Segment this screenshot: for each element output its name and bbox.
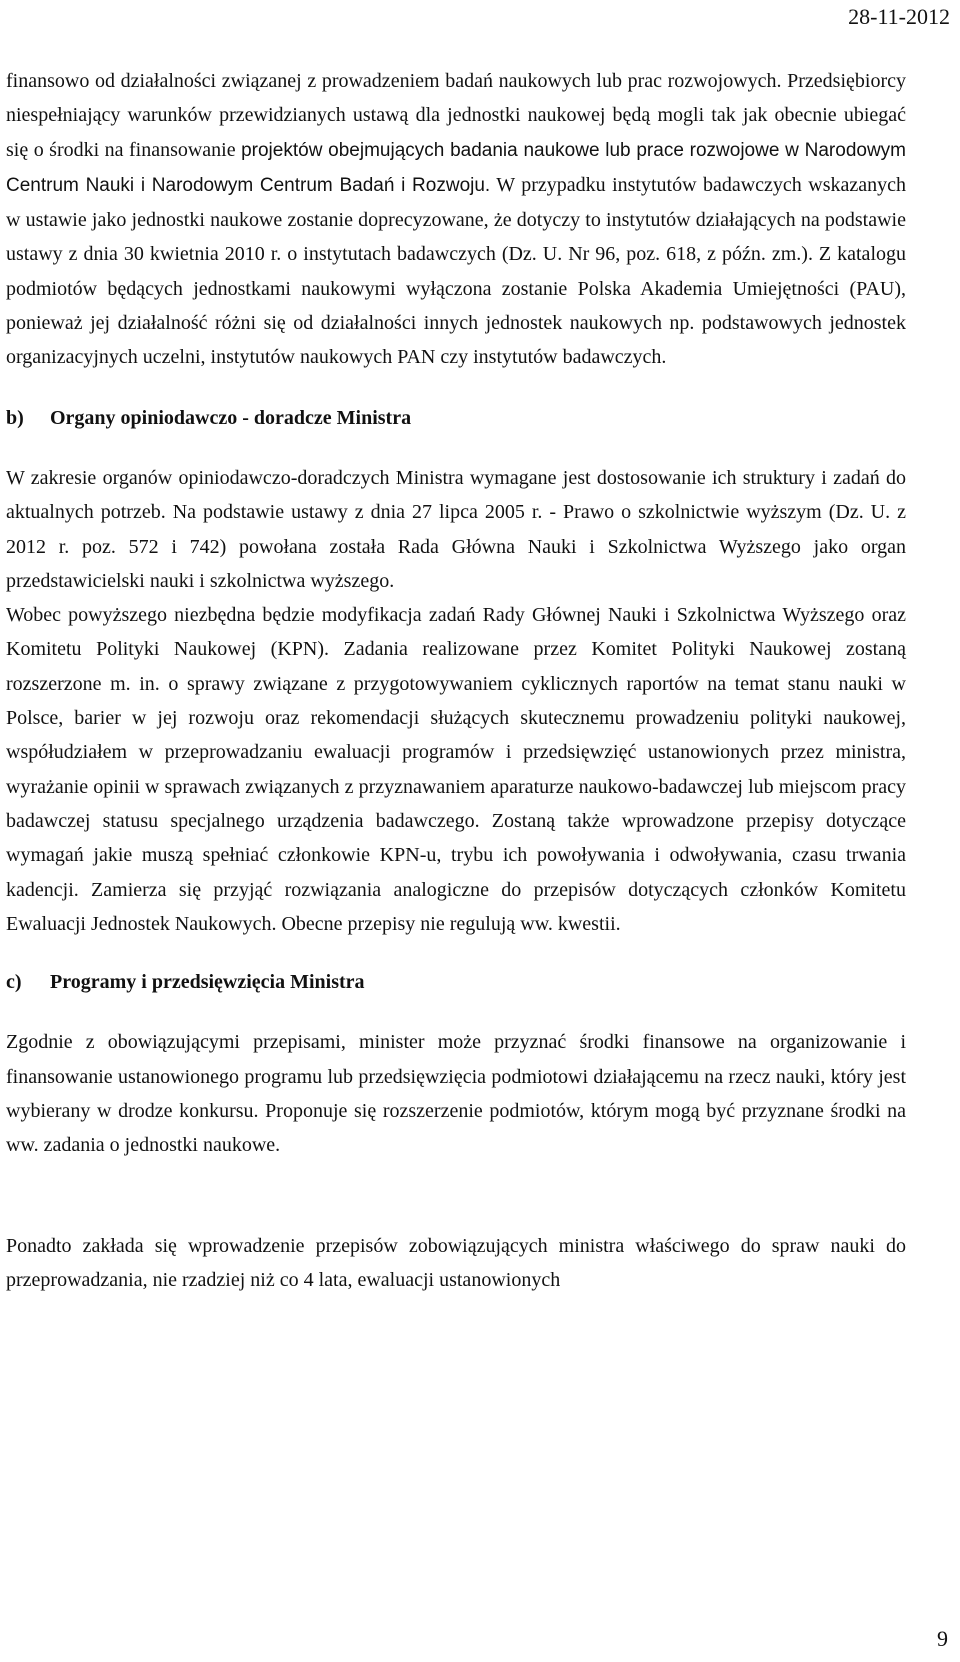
intro-paragraph-part-c: W przypadku instytutów badawczych wskazanych w ustawie jako jednostki naukowe zostanie doprecyzowane, że dotyczy to instytutów działających na podstawie ustawy z dnia 30 kwietnia 2010 r. o instytutach badawczych (Dz. U. Nr 96, poz. 618, z późn. zm.). Z katalogu podmiotów będących jednostkami naukowymi wyłączona zostanie Polska Akademia Umiejętności (PAU), ponieważ jej działalność różni się od działalności innych jednostek naukowych np. podstawowych jednostek organizacyjnych uczelni, instytutów naukowych PAN czy instytutów badawczych. xyxy=(6,173,906,369)
section-b-heading xyxy=(6,401,906,435)
header-date: 28-11-2012 xyxy=(848,4,950,29)
document-body xyxy=(6,64,906,1297)
page-number: 9 xyxy=(937,1626,948,1651)
section-c-paragraph-1: Zgodnie z obowiązującymi przepisami, minister może przyznać środki finansowe na organizowanie i finansowanie ustanowionego programu lub przedsięwzięcia podmiotowi działającemu na rzecz nauki, który jest wybierany w drodze konkursu. Proponuje się rozszerzenie podmiotów, którym mogą być przyznane środki na ww. zadania o jednostki naukowe. xyxy=(6,1031,906,1157)
section-b-marker: b) xyxy=(6,406,24,429)
section-c-title: Programy i przedsięwzięcia Ministra xyxy=(50,971,365,994)
section-b-title: Organy opiniodawczo - doradcze Ministra xyxy=(50,406,412,429)
section-c-marker: c) xyxy=(6,971,22,994)
section-c-paragraph-2: Ponadto zakłada się wprowadzenie przepisów zobowiązujących ministra właściwego do spraw nauki do przeprowadzania, nie rzadziej niż co 4 lata, ewaluacji ustanowionych xyxy=(6,1234,906,1291)
section-b-paragraph-1: W zakresie organów opiniodawczo-doradczych Ministra wymagane jest dostosowanie ich struktury i zadań do aktualnych potrzeb. Na podstawie ustawy z dnia 27 lipca 2005 r. - Prawo o szkolnictwie wyższym (Dz. U. z 2012 r. poz. 572 i 742) powołana została Rada Główna Nauki i Szkolnictwa Wyższego jako organ przedstawicielski nauki i szkolnictwa wyższego. xyxy=(6,466,906,592)
section-c-heading xyxy=(6,965,906,999)
intro-paragraph-part-b: projektów obejmujących badania naukowe lub prace rozwojowe w Narodowym Centrum Nauki i Narodowym Centrum Badań i Rozwoju. xyxy=(6,139,906,196)
section-b-paragraph-2: Wobec powyższego niezbędna będzie modyfikacja zadań Rady Głównej Nauki i Szkolnictwa Wyższego oraz Komitetu Polityki Naukowej (KPN). Zadania realizowane przez Komitet Polityki Naukowej zostaną rozszerzone m. in. o sprawy związane z przygotowywaniem cyklicznych raportów na temat stanu nauki w Polsce, barier w jej rozwoju oraz rekomendacji służących skutecznemu prowadzeniu polityki naukowej, współudziałem w przeprowadzaniu ewaluacji programów i przedsięwzięć ustanowionych przez ministra, wyrażanie opinii w sprawach związanych z przyznawaniem aparaturze naukowo-badawczej lub miejscom pracy badawczej statusu specjalnego urządzenia badawczego. Zostaną także wprowadzone przepisy dotyczące wymagań jakie muszą spełniać członkowie KPN-u, trybu ich powoływania i odwoływania, czasu trwania kadencji. Zamierza się przyjąć rozwiązania analogiczne do przepisów dotyczących członków Komitetu Ewaluacji Jednostek Naukowych. Obecne przepisy nie regulują ww. kwestii. xyxy=(6,604,906,935)
intro-paragraph xyxy=(6,64,906,375)
intro-paragraph-part-a: finansowo od działalności związanej z prowadzeniem badań naukowych lub prac rozwojowych. Przedsiębiorcy niespełniający warunków przewidzianych ustawą dla jednostki naukowej będą mogli tak jak obecnie ubiegać się o środki na finansowanie xyxy=(6,70,906,161)
